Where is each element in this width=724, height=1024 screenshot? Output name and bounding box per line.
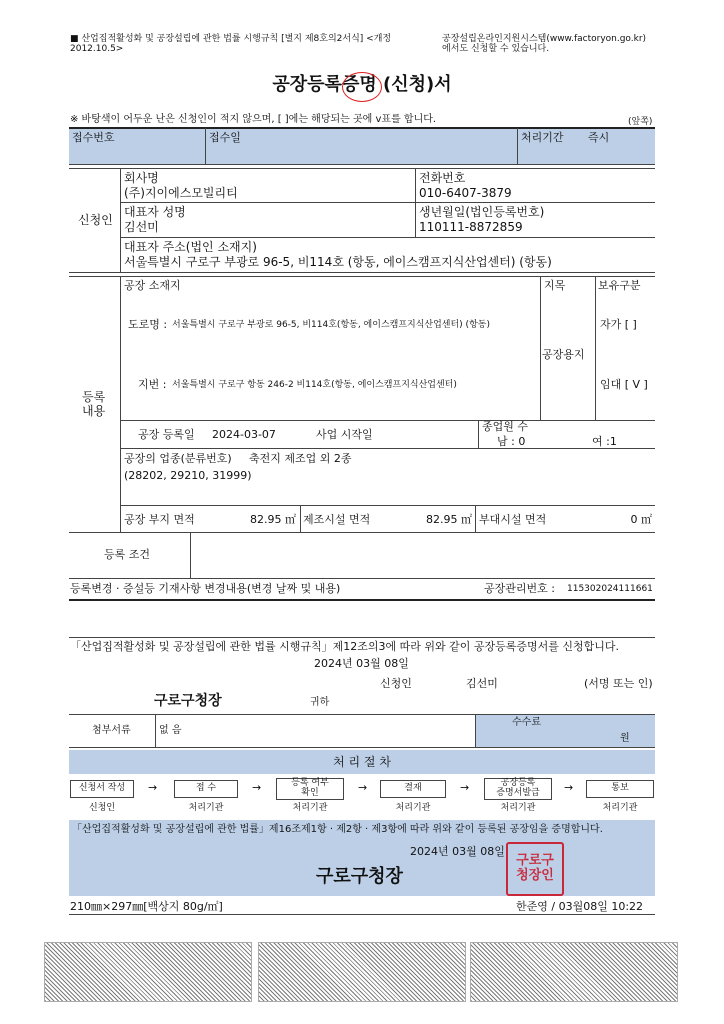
- site-area-value: 82.95 ㎡: [250, 513, 296, 526]
- factory-no-label: 공장관리번호 :: [484, 582, 555, 595]
- process-actor-3: 처리기관: [292, 803, 328, 813]
- site-area-label: 공장 부지 면적: [124, 513, 195, 526]
- process-arrow-4: →: [460, 781, 470, 794]
- certify-date: 2024년 03월 08일: [410, 845, 505, 858]
- company-label: 회사명: [124, 171, 159, 185]
- period-label: 처리기간: [521, 131, 564, 144]
- owner-label: 보유구분: [598, 279, 641, 292]
- change-line: 등록변경 · 증설등 기재사항 변경내용(변경 날짜 및 내용): [70, 582, 341, 595]
- industry-label: 공장의 업종(분류번호): [124, 452, 232, 465]
- certify-text: 「산업집적활성화 및 공장설립에 관한 법률」제16조제1항 · 제2항 · 제3항에 따라 위와 같이 등록된 공장임을 증명합니다.: [72, 824, 603, 835]
- process-arrow-1: →: [148, 781, 158, 794]
- paper-size: 210㎜×297㎜[백상지 80g/㎡]: [70, 900, 223, 913]
- applicant-section-label: 신청인: [78, 213, 113, 227]
- title-red-circle: [342, 72, 382, 102]
- jimok-value: 공장용지: [542, 348, 585, 361]
- aux-area-value: 0 ㎡: [630, 513, 652, 526]
- online-notice-line1: 공장설립온라인지원시스템(www.factoryon.go.kr): [442, 34, 647, 44]
- reg-date-value: 2024-03-07: [212, 428, 276, 441]
- industry-codes: (28202, 29210, 31999): [124, 469, 252, 482]
- start-date-label: 사업 시작일: [316, 428, 373, 441]
- process-arrow-2: →: [252, 781, 262, 794]
- issuer: 구로구청장: [316, 866, 403, 887]
- recipient-suffix: 귀하: [310, 697, 330, 708]
- recipient: 구로구청장: [154, 693, 222, 709]
- barcode-2: [258, 942, 466, 1002]
- fee-label: 수수료: [512, 717, 541, 728]
- process-actor-6: 처리기관: [602, 803, 638, 813]
- location-label: 공장 소재지: [124, 279, 181, 292]
- issued-by: 한준영 / 03월08일 10:22: [516, 900, 644, 913]
- address-label: 대표자 주소(법인 소재지): [124, 240, 257, 254]
- period-value: 즉시: [588, 131, 610, 144]
- process-arrow-3: →: [358, 781, 368, 794]
- process-title: 처 리 절 차: [333, 755, 391, 769]
- birth-label: 생년월일(법인등록번호): [419, 205, 545, 219]
- company-value: (주)지이에스모빌리티: [124, 186, 238, 200]
- law-reference: [70, 34, 391, 55]
- process-actor-5: 처리기관: [500, 803, 536, 813]
- receipt-no-label: 접수번호: [72, 131, 115, 144]
- industry-value: 축전지 제조업 외 2종: [249, 452, 352, 465]
- law-reference-line1: ■ 산업집적활성화 및 공장설립에 관한 법률 시행규칙 [별지 제8호의2서식] <개정: [70, 34, 392, 44]
- own-option: 자가 [ ]: [600, 318, 637, 331]
- aux-area-label: 부대시설 면적: [479, 513, 547, 526]
- receipt-row: [69, 128, 655, 164]
- applicant-sign-name: 김선미: [466, 677, 498, 690]
- phone-label: 전화번호: [419, 171, 466, 185]
- law-reference-line2: 2012.10.5>: [70, 44, 124, 55]
- lot-label: 지번 :: [138, 378, 167, 391]
- reg-date-label: 공장 등록일: [138, 428, 195, 441]
- staff-female: 여 :1: [592, 435, 617, 448]
- fee-unit: 원: [620, 733, 630, 744]
- online-notice-line2: 에서도 신청할 수 있습니다.: [442, 44, 550, 55]
- mfg-area-label: 제조시설 면적: [303, 513, 371, 526]
- attach-value: 없 음: [159, 725, 182, 736]
- barcode-3: [470, 942, 678, 1002]
- applicant-sign-label: 신청인: [380, 677, 412, 690]
- note: ※ 바탕색이 어두운 난은 신청인이 적지 않으며, [ ]에는 해당되는 곳에 v표를 합니다.: [70, 114, 437, 125]
- sign-note: (서명 또는 인): [584, 677, 653, 690]
- process-actor-2: 처리기관: [188, 803, 224, 813]
- document-title: 공장등록증명 (신청)서: [272, 74, 452, 95]
- receipt-date-label: 접수일: [209, 131, 241, 144]
- registration-label-1: 등록: [82, 390, 106, 404]
- phone-value: 010-6407-3879: [419, 186, 512, 200]
- page-side: (앞쪽): [628, 117, 653, 127]
- factory-no: 115302024111661: [567, 584, 653, 594]
- process-step-6: 통보: [586, 780, 654, 798]
- rep-value: 김선미: [124, 220, 159, 234]
- rep-label: 대표자 성명: [124, 205, 186, 219]
- declaration-text: 「산업집적활성화 및 공장설립에 관한 법률 시행규칙」제12조의3에 따라 위와 같이 공장등록증명서를 신청합니다.: [70, 640, 619, 653]
- process-step-4: 결재: [380, 780, 446, 798]
- staff-male: 남 : 0: [497, 435, 526, 448]
- registration-label-2: 내용: [82, 404, 106, 418]
- process-arrow-5: →: [564, 781, 574, 794]
- lot-address: 서울특별시 구로구 항동 246-2 비114호(항동, 에이스캠프지식산업센터): [172, 380, 457, 390]
- process-step-3: 등록 여부 확인: [276, 778, 344, 800]
- staff-label: 종업원 수: [482, 420, 529, 433]
- condition-label: 등록 조건: [104, 548, 151, 561]
- process-step-1: 신청서 작성: [70, 780, 134, 798]
- barcode-1: [44, 942, 252, 1002]
- process-actor-4: 처리기관: [395, 803, 431, 813]
- process-step-5: 공장등록 증명서발급: [484, 778, 552, 800]
- process-step-2: 접 수: [174, 780, 238, 798]
- road-label: 도로명 :: [128, 318, 168, 331]
- jimok-label: 지목: [544, 279, 566, 292]
- address-value: 서울특별시 구로구 부광로 96-5, 비114호 (항동, 에이스캠프지식산업센터) (항동): [124, 255, 552, 269]
- process-actor-1: 신청인: [88, 803, 116, 813]
- lease-option: 임대 [ V ]: [600, 378, 648, 391]
- declaration-date: 2024년 03월 08일: [314, 657, 409, 670]
- official-seal: [506, 842, 564, 896]
- road-address: 서울특별시 구로구 부광로 96-5, 비114호(항동, 에이스캠프지식산업센터) (항동): [172, 320, 490, 330]
- attach-label: 첨부서류: [92, 725, 131, 736]
- seal-text: 구로구청장인: [516, 853, 554, 883]
- mfg-area-value: 82.95 ㎡: [426, 513, 472, 526]
- online-notice: [442, 34, 646, 55]
- birth-value: 110111-8872859: [419, 220, 523, 234]
